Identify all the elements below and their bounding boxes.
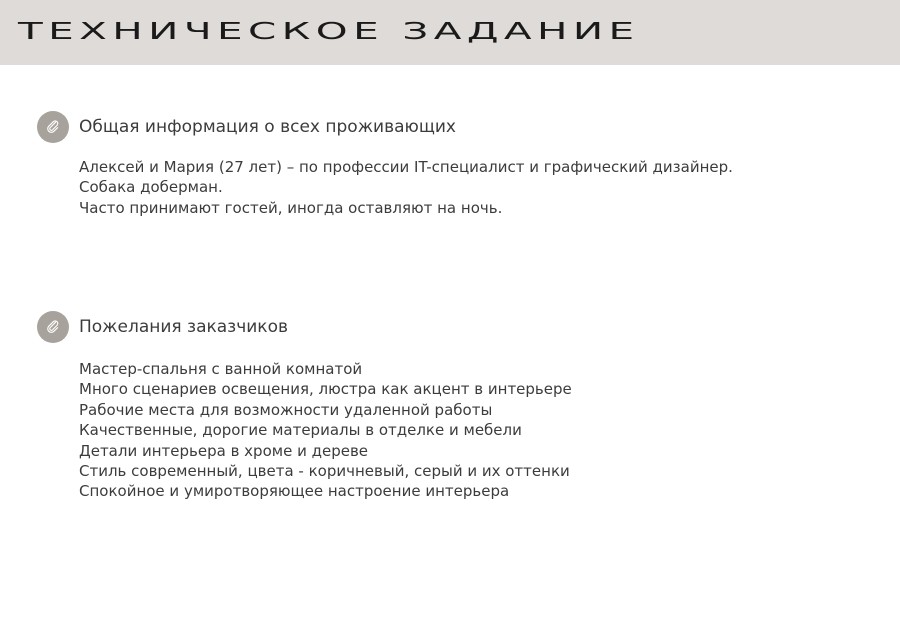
section-header: [37, 111, 877, 143]
list-item: Собака доберман.: [79, 178, 223, 197]
list-item: Детали интерьера в хроме и дереве: [79, 441, 369, 460]
list-item: Мастер-спальня с ванной комнатой: [79, 360, 363, 378]
section-client-wishes: [37, 311, 877, 502]
header-band: [0, 0, 900, 65]
list-item: Рабочие места для возможности удаленной работы: [79, 400, 493, 419]
list-item: Часто принимают гостей, иногда оставляют на ночь.: [79, 198, 503, 217]
paperclip-icon: [37, 111, 69, 143]
list-item: Стиль современный, цвета - коричневый, серый и их оттенки: [79, 462, 570, 481]
section-header: [37, 311, 877, 343]
list-item: Спокойное и умиротворяющее настроение интерьера: [79, 482, 510, 501]
info-list: [37, 157, 877, 218]
section-heading: Пожелания заказчиков: [79, 317, 288, 337]
list-item: Алексей и Мария (27 лет) – по профессии IT-специалист и графический дизайнер.: [79, 158, 733, 176]
wishes-list: [37, 359, 877, 502]
page-title: ТЕХНИЧЕСКОЕ ЗАДАНИЕ: [18, 17, 640, 46]
list-item: Качественные, дорогие материалы в отделке и мебели: [79, 421, 522, 440]
paperclip-icon: [37, 311, 69, 343]
section-general-info: [37, 111, 877, 218]
list-item: Много сценариев освещения, люстра как акцент в интерьере: [79, 380, 572, 399]
section-heading: Общая информация о всех проживающих: [79, 117, 456, 137]
